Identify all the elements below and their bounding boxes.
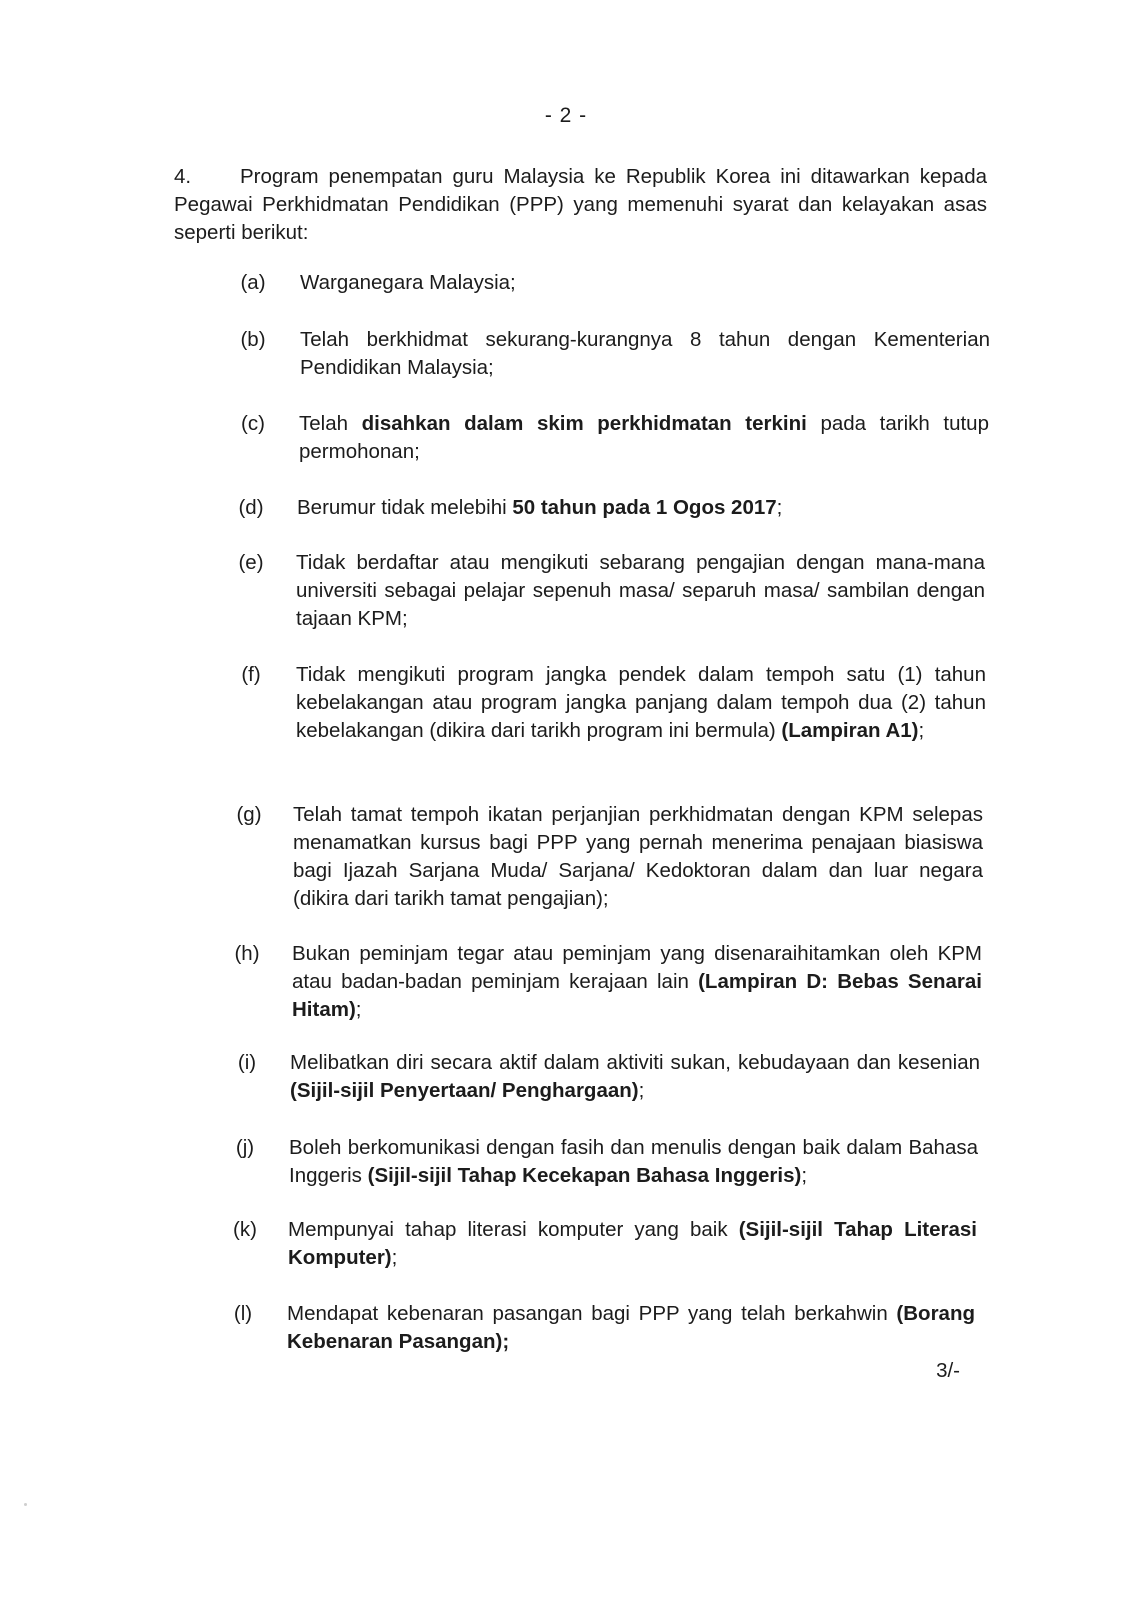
item-bold-text: (Borang Kebenaran Pasangan);: [287, 1302, 975, 1353]
paragraph-number: 4.: [174, 165, 192, 188]
item-text-run: ;: [355, 998, 362, 1021]
item-text: [299, 410, 989, 466]
item-label: (f): [241, 663, 261, 686]
item-text-run: Bukan peminjam tegar atau peminjam yang disenaraihitamkan oleh KPM atau badan-badan peminjam kerajaan lain: [292, 942, 982, 993]
item-bold-text: 50 tahun pada 1 Ogos 2017: [512, 496, 777, 519]
item-label: (a): [240, 271, 266, 294]
paragraph-text: Program penempatan guru Malaysia ke Republik Korea ini ditawarkan kepada Pegawai Perkhidmatan Pendidikan (PPP) yang memenuhi syarat dan kelayakan asas seperti berikut:: [174, 165, 987, 244]
item-text: [300, 326, 990, 382]
item-text-run: Warganegara Malaysia;: [300, 271, 516, 294]
item-label: (e): [238, 551, 264, 574]
item-text: [289, 1134, 978, 1190]
item-text: [300, 269, 988, 297]
item-bold-text: (Lampiran D: Bebas Senarai Hitam): [292, 970, 982, 1021]
item-label: (c): [241, 412, 265, 435]
item-label: (k): [233, 1218, 257, 1241]
item-text-run: ;: [918, 719, 925, 742]
item-text-run: Boleh berkomunikasi dengan fasih dan menulis dengan baik dalam Bahasa Inggeris: [289, 1136, 978, 1187]
item-text: [287, 1300, 975, 1356]
item-text-run: Telah: [299, 412, 362, 435]
item-label: (i): [237, 1051, 257, 1074]
item-text: [293, 801, 983, 913]
intro-paragraph: [174, 163, 987, 247]
item-text-run: ;: [776, 496, 783, 519]
item-bold-text: (Sijil-sijil Penyertaan/ Penghargaan): [290, 1079, 639, 1102]
item-label: (l): [233, 1302, 253, 1325]
item-bold-text: (Sijil-sijil Tahap Kecekapan Bahasa Inggeris): [367, 1164, 802, 1187]
continuation-marker: 3/-: [936, 1359, 960, 1382]
item-text-run: ;: [638, 1079, 645, 1102]
item-text: [297, 494, 987, 522]
item-label: (j): [235, 1136, 255, 1159]
item-label: (b): [240, 328, 266, 351]
page-number: - 2 -: [544, 104, 588, 127]
item-text-run: ;: [801, 1164, 808, 1187]
item-text-run: Tidak mengikuti program jangka pendek dalam tempoh satu (1) tahun kebelakangan atau program jangka panjang dalam tempoh dua (2) tahun kebelakangan (dikira dari tarikh program ini bermula): [296, 663, 986, 742]
item-text-run: pada tarikh tutup permohonan;: [299, 412, 989, 463]
item-label: (g): [236, 803, 262, 826]
item-text-run: Melibatkan diri secara aktif dalam aktiviti sukan, kebudayaan dan kesenian: [290, 1051, 980, 1074]
item-bold-text: (Lampiran A1): [781, 719, 919, 742]
item-text: [296, 661, 986, 745]
item-label: (h): [234, 942, 260, 965]
item-text: [292, 940, 982, 1024]
scan-speck: [24, 1503, 27, 1506]
item-text-run: Berumur tidak melebihi: [297, 496, 513, 519]
item-text-run: Telah berkhidmat sekurang-kurangnya 8 tahun dengan Kementerian Pendidikan Malaysia;: [300, 328, 990, 379]
item-bold-text: disahkan dalam skim perkhidmatan terkini: [361, 412, 807, 435]
item-bold-text: (Sijil-sijil Tahap Literasi Komputer): [288, 1218, 977, 1269]
item-text-run: Mempunyai tahap literasi komputer yang baik: [288, 1218, 739, 1241]
item-text-run: ;: [391, 1246, 398, 1269]
item-text-run: Mendapat kebenaran pasangan bagi PPP yang telah berkahwin: [287, 1302, 897, 1325]
item-text: [290, 1049, 980, 1105]
item-label: (d): [238, 496, 264, 519]
item-text: [288, 1216, 977, 1272]
item-text-run: Telah tamat tempoh ikatan perjanjian perkhidmatan dengan KPM selepas menamatkan kursus bagi PPP yang pernah menerima penajaan biasiswa bagi Ijazah Sarjana Muda/ Sarjana/ Kedoktoran dalam dan luar negara (dikira dari tarikh tamat pengajian);: [293, 803, 983, 910]
item-text: [296, 549, 985, 633]
item-text-run: Tidak berdaftar atau mengikuti sebarang pengajian dengan mana-mana universiti sebagai pelajar sepenuh masa/ separuh masa/ sambilan dengan tajaan KPM;: [296, 551, 985, 630]
